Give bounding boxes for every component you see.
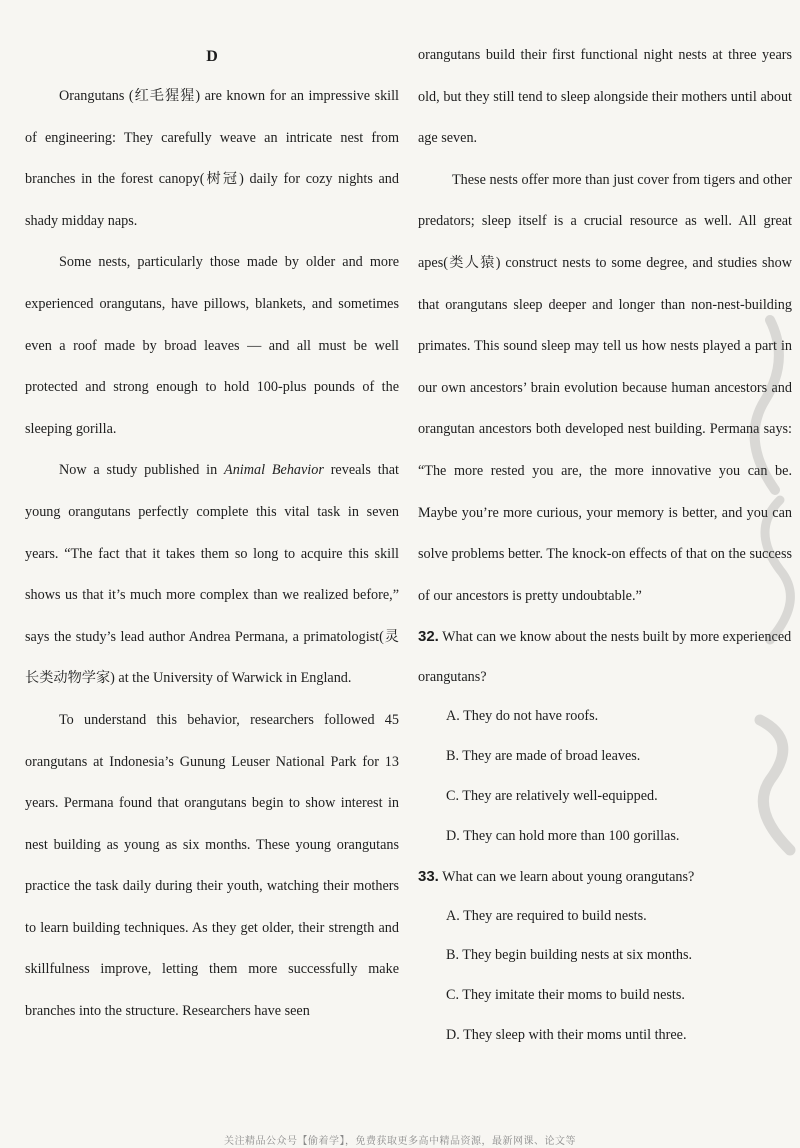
option-d: D. They sleep with their moms until three. bbox=[446, 1026, 687, 1043]
italic-title: Animal Behavior bbox=[224, 462, 324, 479]
text-run: orangutans build their first functional night nests at three years old, but they still tend to sleep alongside their mothers until about age seven. bbox=[418, 47, 792, 147]
option-a: A. They are required to build nests. bbox=[446, 907, 647, 924]
footer-note: 关注精品公众号【偷着学】，免费获取更多高中精品资源，最新网课、论文等 bbox=[224, 1136, 576, 1147]
text-run: reveals that young orangutans perfectly complete this vital task in seven years. “The fact that it takes them so long to acquire this skill shows us that it’s much more complex than we realized before,” says the study’s lead author Andrea Permana, a primatologist(灵长类动物学家) at the University of Warwick in England. bbox=[25, 462, 399, 687]
option-d: D. They can hold more than 100 gorillas. bbox=[446, 827, 680, 844]
text-run: These nests offer more than just cover from tigers and other predators; sleep itself is a crucial resource as well. All great apes(类人猿) construct nests to some degree, and studies show that orangutans sleep deeper and longer than non-nest-building primates. This sound sleep may tell us how nests played a part in our own ancestors’ brain evolution because human ancestors and orangutan ancestors both developed nest building. Permana says: “The more rested you are, the more innovative you can be. Maybe you’re more curious, your memory is better, and you can solve problems better. The knock-on effects of that on the success of our ancestors is pretty undoubtable.” bbox=[418, 171, 792, 604]
option-b: B. They are made of broad leaves. bbox=[446, 748, 641, 765]
option-c: C. They are relatively well-equipped. bbox=[446, 787, 658, 804]
question-text: What can we learn about young orangutans? bbox=[442, 868, 695, 885]
paragraph bbox=[25, 242, 399, 450]
option-a: A. They do not have roofs. bbox=[446, 708, 599, 725]
paragraph bbox=[25, 700, 399, 1033]
left-paragraphs bbox=[25, 76, 399, 1033]
option-b: B. They begin building nests at six months. bbox=[446, 947, 693, 964]
paragraph bbox=[25, 76, 399, 242]
passage-heading: D bbox=[206, 48, 218, 65]
left-column bbox=[25, 0, 399, 1033]
brush-watermark-icon bbox=[730, 300, 800, 900]
question-number: 33. bbox=[418, 867, 439, 885]
paragraph bbox=[25, 450, 399, 700]
option-c: C. They imitate their moms to build nests. bbox=[446, 987, 685, 1004]
question-number: 32. bbox=[418, 628, 439, 646]
text-run: Some nests, particularly those made by older and more experienced orangutans, have pillows, blankets, and sometimes even a roof made by broad leaves — and all must be well protected and strong enough to hold 100-plus pounds of the sleeping gorilla. bbox=[25, 254, 399, 437]
text-run: To understand this behavior, researchers followed 45 orangutans at Indonesia’s Gunung Leuser National Park for 13 years. Permana found that orangutans begin to show interest in nest building as young as six months. These young orangutans practice the task daily during their youth, watching their mothers to learn building techniques. As they get older, their strength and skillfulness improve, letting them more successfully make branches into the structure. Researchers have seen bbox=[25, 711, 399, 1020]
text-run: Now a study published in bbox=[59, 462, 225, 479]
paragraph bbox=[418, 35, 792, 160]
text-run: Orangutans (红毛猩猩) are known for an impressive skill of engineering: They carefully weave an intricate nest from branches in the forest canopy(树冠) daily for cozy nights and shady midday naps. bbox=[25, 88, 399, 229]
question-text: What can we know about the nests built by more experienced orangutans? bbox=[418, 629, 792, 686]
